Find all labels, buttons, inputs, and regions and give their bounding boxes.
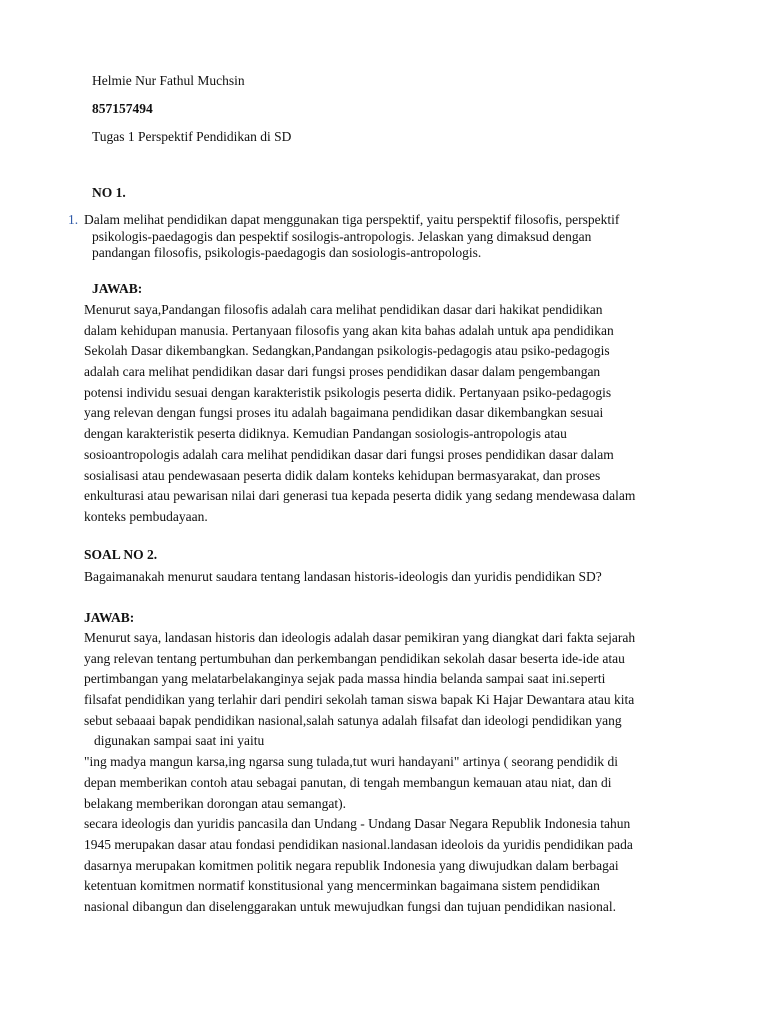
answer-2-line: depan memberikan contoh atau sebagai panutan, di tengah membangun kemauan atau niat, dan di: [84, 774, 612, 790]
answer-1-line: yang relevan dengan fungsi proses itu adalah bagaimana pendidikan dasar dikembangkan sesuai: [84, 405, 604, 421]
section1-heading: NO 1.: [92, 185, 126, 200]
answer-2-line: nasional dibangun dan diselenggarakan untuk mewujudkan fungsi dan tujuan pendidikan nasional.: [84, 898, 617, 914]
answer-1-line: Sekolah Dasar dikembangkan. Sedangkan,Pandangan psikologis-pedagogis atau psiko-pedagogis: [84, 343, 610, 359]
answer-2-line: digunakan sampai saat ini yaitu: [94, 733, 265, 749]
answer-2-line: belakang memberikan dorongan atau semangat).: [84, 795, 347, 811]
question-1-text: [84, 212, 690, 262]
answer-1-line: sosialisasi atau pendewasaan peserta didik dalam konteks kehidupan bermasyarakat, dan proses: [84, 467, 601, 483]
question-2-text: Bagaimanakah menurut saudara tentang landasan historis-ideologis dan yuridis pendidikan SD?: [84, 569, 602, 584]
section2-heading: SOAL NO 2.: [84, 547, 158, 562]
answer-2-line: secara ideologis dan yuridis pancasila dan Undang - Undang Dasar Negara Republik Indonesia tahun: [84, 816, 631, 832]
answer-1-heading: JAWAB:: [92, 281, 143, 296]
answer-2-line: pertimbangan yang melatarbelakanginya sejak pada massa hindia belanda sampai saat ini.seperti: [84, 671, 606, 687]
question-1: [68, 212, 690, 262]
answer-2-heading: JAWAB:: [84, 610, 135, 625]
answer-2-paragraph: [84, 628, 714, 918]
answer-2-line: yang relevan tentang pertumbuhan dan perkembangan pendidikan sekolah dasar beserta ide-ide atau: [84, 650, 625, 666]
answer-2-line: dasarnya merupakan komitmen politik negara republik Indonesia yang diwujudkan dalam berbagai: [84, 857, 619, 873]
answer-1-paragraph: [84, 300, 714, 528]
answer-2-line: Menurut saya, landasan historis dan ideologis adalah dasar pemikiran yang diangkat dari fakta sejarah: [84, 630, 636, 645]
answer-1-line: enkulturasi atau pewarisan nilai dari generasi tua kepada peserta didik yang sedang mendewasa dalam: [84, 488, 636, 504]
author-name: Helmie Nur Fathul Muchsin: [92, 73, 245, 88]
answer-1-line: Menurut saya,Pandangan filosofis adalah cara melihat pendidikan dasar dari hakikat pendidikan: [84, 302, 603, 317]
question-1-line: Dalam melihat pendidikan dapat menggunakan tiga perspektif, yaitu perspektif filosofis, perspektif: [84, 212, 620, 227]
question-1-number: 1.: [68, 212, 79, 227]
answer-2-line: filsafat pendidikan yang terlahir dari pendiri sekolah taman siswa bapak Ki Hajar Dewantara atau kita: [84, 692, 635, 708]
task-title: Tugas 1 Perspektif Pendidikan di SD: [92, 129, 292, 144]
question-1-line: psikologis-paedagogis dan pespektif sosilogis-antropologis. Jelaskan yang dimaksud dengan: [92, 228, 592, 244]
question-1-line: pandangan filosofis, psikologis-paedagogis dan sosiologis-antropologis.: [92, 245, 482, 260]
answer-1-line: adalah cara melihat pendidikan dasar dari fungsi proses pendidikan dasar dalam pengembangan: [84, 364, 601, 380]
answer-1-line: sosioantropologis adalah cara melihat pendidikan dasar dari fungsi proses pendidikan dasar dalam: [84, 446, 614, 462]
answer-1-line: dengan karakteristik peserta didiknya. Kemudian Pandangan sosiologis-antropologis atau: [84, 426, 567, 442]
answer-1-line: konteks pembudayaan.: [84, 508, 208, 524]
answer-2-line: sebut sebaaai bapak pendidikan nasional,salah satunya adalah filsafat dan ideologi pendidikan yang: [84, 712, 622, 728]
answer-2-line: "ing madya mangun karsa,ing ngarsa sung tulada,tut wuri handayani" artinya ( seorang pendidik di: [84, 754, 619, 770]
student-id: 857157494: [92, 101, 153, 116]
answer-2-line: ketentuan komitmen normatif konstitusional yang mencerminkan bagaimana sistem pendidikan: [84, 878, 600, 894]
answer-2-line: 1945 merupakan dasar atau fondasi pendidikan nasional.landasan ideolois da yuridis pendidikan pada: [84, 836, 633, 852]
answer-1-line: dalam kehidupan manusia. Pertanyaan filosofis yang akan kita bahas adalah untuk apa pendidikan: [84, 322, 614, 338]
answer-1-line: potensi individu sesuai dengan karakteristik psikologis peserta didik. Pertanyaan psiko-pedagogis: [84, 384, 612, 400]
